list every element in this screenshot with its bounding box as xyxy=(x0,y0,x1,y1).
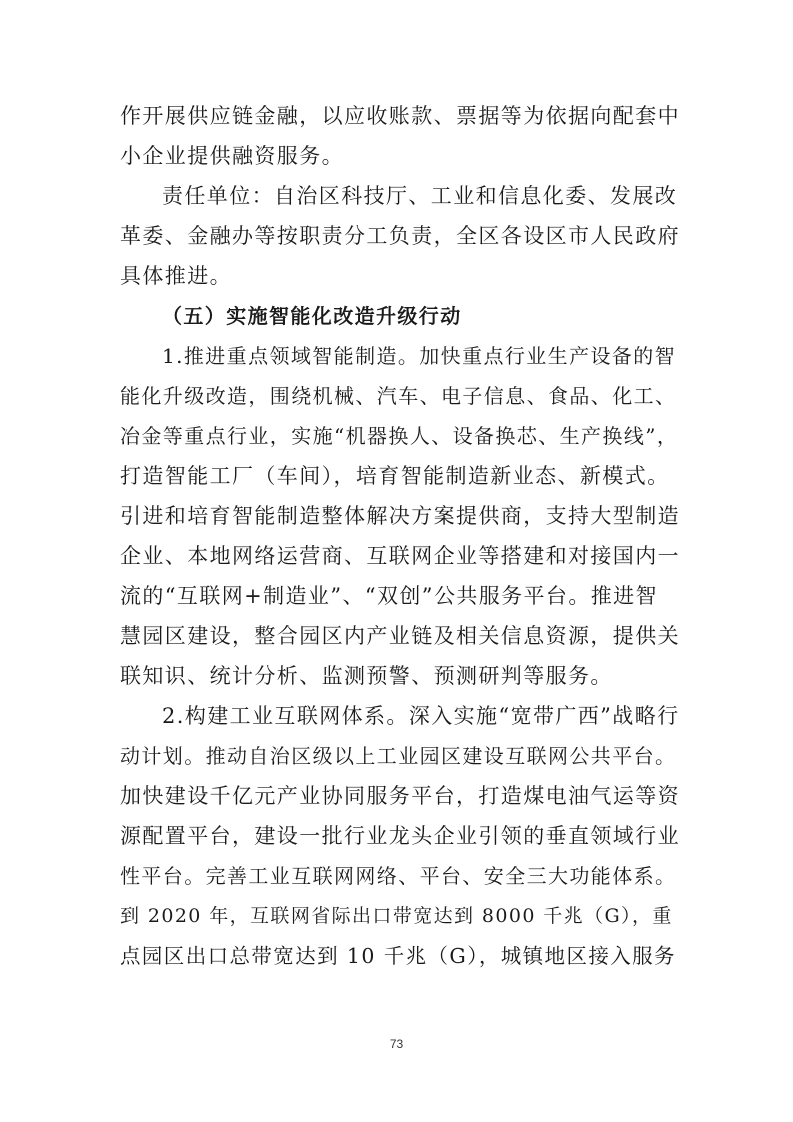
text-line: 打造智能工厂（车间），培育智能制造新业态、新模式。 xyxy=(120,464,670,488)
text-line: 小企业提供融资服务。 xyxy=(120,144,344,168)
text-line: 革委、金融办等按职责分工负责，全区各设区市人民政府 xyxy=(120,224,680,248)
section-heading: （五）实施智能化改造升级行动 xyxy=(162,304,462,328)
text-line: 慧园区建设，整合园区内产业链及相关信息资源，提供关 xyxy=(120,624,680,648)
text-line: 作开展供应链金融，以应收账款、票据等为依据向配套中 xyxy=(120,104,680,128)
text-line: 源配置平台，建设一批行业龙头企业引领的垂直领域行业 xyxy=(120,824,680,848)
text-line: 加快建设千亿元产业协同服务平台，打造煤电油气运等资 xyxy=(120,784,680,808)
page-number: 73 xyxy=(389,1037,404,1051)
text-line: 引进和培育智能制造整体解决方案提供商，支持大型制造 xyxy=(120,504,680,528)
text-line: 动计划。推动自治区级以上工业园区建设互联网公共平台。 xyxy=(120,744,677,768)
text-line: 1.推进重点领域智能制造。加快重点行业生产设备的智 xyxy=(162,344,677,368)
body-text xyxy=(120,96,680,976)
text-line: 能化升级改造，围绕机械、汽车、电子信息、食品、化工、 xyxy=(120,384,677,408)
text-line: 性平台。完善工业互联网网络、平台、安全三大功能体系。 xyxy=(120,864,677,888)
text-line: 企业、本地网络运营商、互联网企业等搭建和对接国内一 xyxy=(120,544,680,568)
text-line: 流的“互联网+制造业”、“双创”公共服务平台。推进智 xyxy=(120,584,658,608)
text-line: 责任单位：自治区科技厅、工业和信息化委、发展改 xyxy=(162,184,678,208)
text-line: 2.构建工业互联网体系。深入实施“宽带广西”战略行 xyxy=(162,704,680,728)
text-line: 点园区出口总带宽达到 10 千兆（G），城镇地区接入服务 xyxy=(120,944,676,968)
text-line: 具体推进。 xyxy=(120,264,232,288)
text-line: 联知识、统计分析、监测预警、预测研判等服务。 xyxy=(120,664,613,688)
text-line: 冶金等重点行业，实施“机器换人、设备换芯、生产换线”， xyxy=(120,424,679,448)
text-line: 到 2020 年，互联网省际出口带宽达到 8000 千兆（G），重 xyxy=(120,905,673,927)
